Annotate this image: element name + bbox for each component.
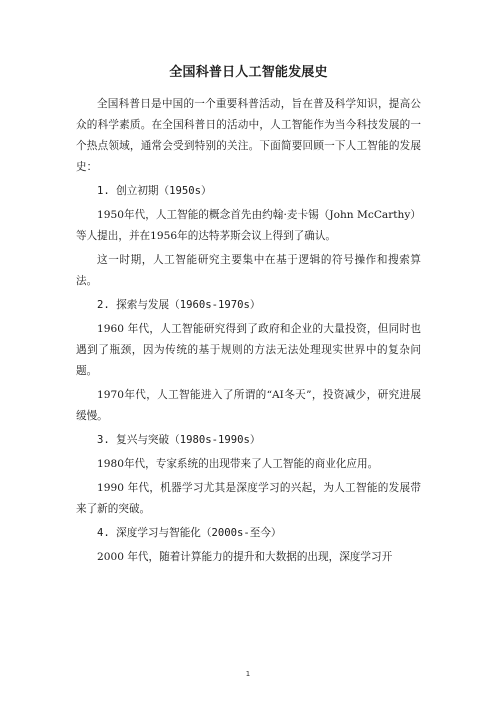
intro-paragraph: 全国科普日是中国的一个重要科普活动，旨在普及科学知识，提高公众的科学素质。在全国科普日的活动中，人工智能作为当今科技发展的一个热点领域，通常会受到特别的关注。下面简要回顾一下人工智能的发展史： [76,98,421,173]
paragraph: 1990 年代，机器学习尤其是深度学习的兴起，为人工智能的发展带来了新的突破。 [76,482,421,515]
paragraph: 1970年代，人工智能进入了所谓的“AI冬天”，投资减少，研究进展缓慢。 [76,389,421,422]
paragraph: 这一时期，人工智能研究主要集中在基于逻辑的符号操作和搜索算法。 [76,254,421,287]
paragraph: 1950年代，人工智能的概念首先由约翰·麦卡锡（John McCarthy）等人提出，并在1956年的达特茅斯会议上得到了确认。 [76,209,421,242]
section-heading-4: 4. 深度学习与智能化（2000s-至今） [97,527,282,539]
section-heading-1: 1. 创立初期（1950s） [97,185,212,197]
paragraph: 1980年代，专家系统的出现带来了人工智能的商业化应用。 [97,458,379,470]
document-title: 全国科普日人工智能发展史 [169,65,328,80]
section-heading-2: 2. 探索与发展（1960s-1970s） [97,299,261,311]
paragraph: 2000 年代，随着计算能力的提升和大数据的出现，深度学习开 [97,551,393,563]
section-heading-3: 3. 复兴与突破（1980s-1990s） [97,434,261,446]
document-body [76,64,421,571]
page-number: 1 [245,670,251,678]
paragraph: 1960 年代，人工智能研究得到了政府和企业的大量投资，但同时也遇到了瓶颈，因为传统的基于规则的方法无法处理现实世界中的复杂问题。 [76,323,421,377]
